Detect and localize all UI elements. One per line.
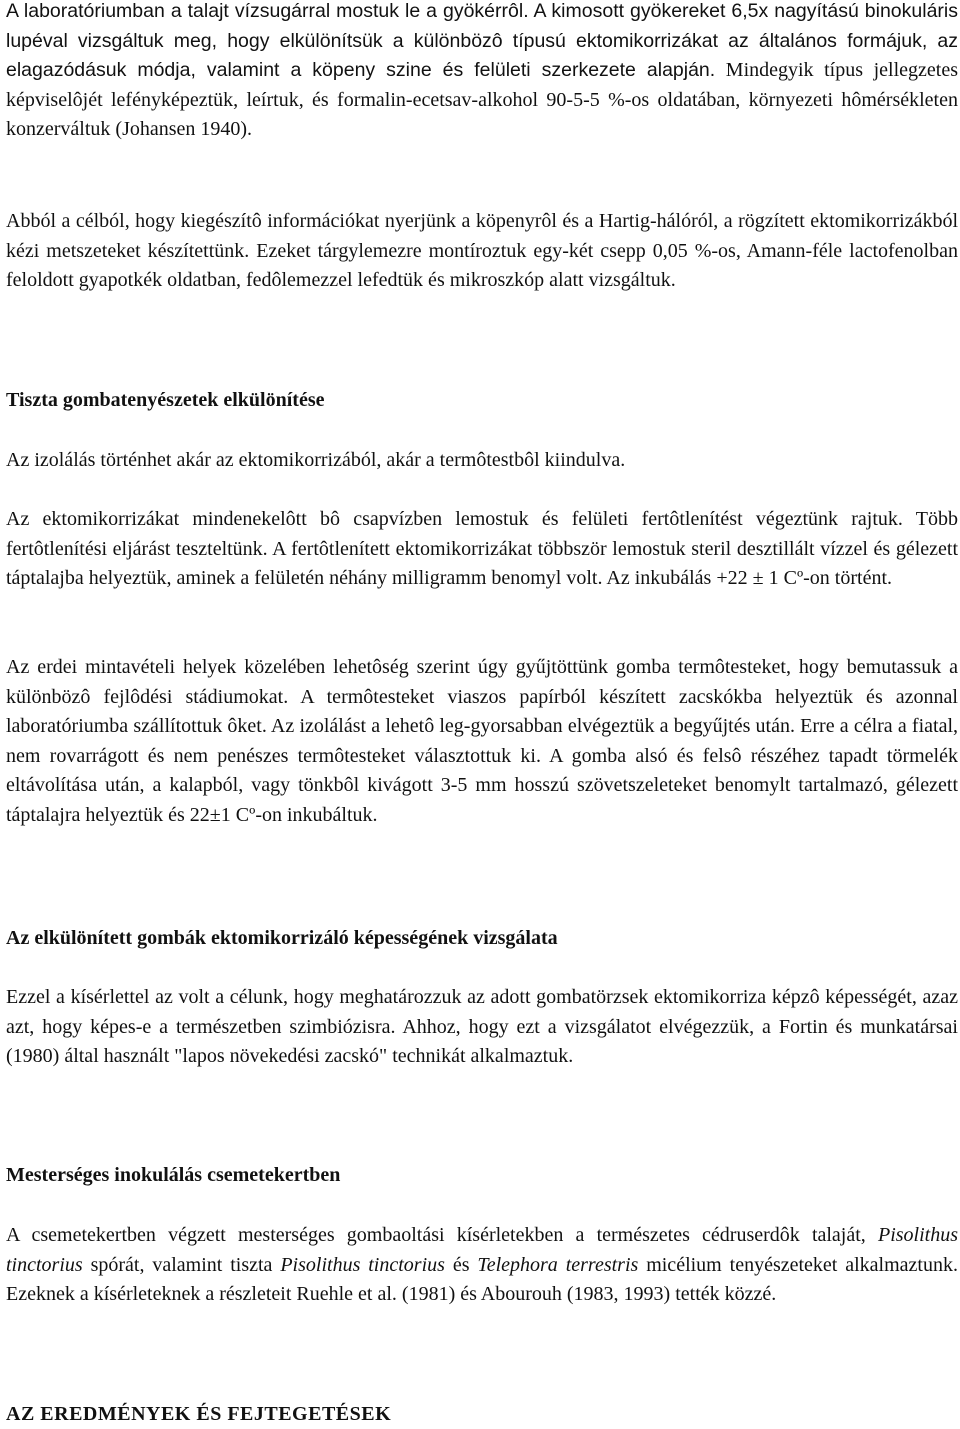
species-telephora: Telephora terrestris <box>477 1253 639 1276</box>
paragraph-methods-washing <box>6 0 958 145</box>
heading-results: AZ EREDMÉNYEK ÉS FEJTEGETÉSEK <box>6 1403 392 1425</box>
paragraph-isolation-intro: Az izolálás történhet akár az ektomikorrizából, akár a termôtestbôl kiindulva. <box>6 449 626 471</box>
paragraph-methods-washing-sans: A laboratóriumban a talajt vízsugárral mostuk le a gyökérrôl. A kimosott gyökereket 6,5x nagyítású binokuláris lupéval vizsgáltuk meg, hogy elkülönítsük a különbözô típusú ektomikorrizákat az általános formájuk, az elagazódásuk módja, valamint a köpeny szine és felületi szerkezete alapján. <box>6 0 958 81</box>
heading-isolation: Tiszta gombatenyészetek elkülönítése <box>6 389 325 411</box>
inoculation-text-4: micélium tenyészeteket alkalmaztunk. Ezeknek a kísérleteknek a részleteit Ruehle et al. (1981) és Abourouh (1983, 1993) tették közzé. <box>6 1253 958 1305</box>
paragraph-disinfection: Az ektomikorrizákat mindenekelôtt bô csapvízben lemostuk és felületi fertôtlenítést végeztünk rajtuk. Több fertôtlenítési eljárást teszteltünk. A fertôtlenített ektomikorrizákat többször lemostuk steril desztillált vízzel és gélezett táptalajba helyeztük, aminek a felületén néhány milligramm benomyl volt. Az inkubálás +22 ± 1 Cº-on történt. <box>6 508 958 589</box>
paragraph-inoculation <box>6 1221 958 1310</box>
paragraph-sections: Abból a célból, hogy kiegészítô információkat nyerjünk a köpenyrôl és a Hartig-hálóról, a rögzített ektomikorrizákból kézi metszeteket készítettünk. Ezeket tárgylemezre montíroztuk egy-két csepp 0,05 %-os, Amann-féle lactofenolban feloldott gyapotkék oldatban, fedôlemezzel lefedtük és mikroszkóp alatt vizsgáltuk. <box>6 210 958 291</box>
species-pisolithus-1: Pisolithus tinctorius <box>6 1224 958 1276</box>
paragraph-methods-washing-serif: Mindegyik típus jellegzetes képviselôjét lefényképeztük, leírtuk, és formalin-ecetsav-alkohol 90-5-5 %-os oldatában, környezeti hômérsékleten konzerváltuk (Johansen 1940). <box>6 59 958 140</box>
heading-capacity: Az elkülönített gombák ektomikorrizáló képességének vizsgálata <box>6 927 558 949</box>
heading-inoculation: Mesterséges inokulálás csemetekertben <box>6 1164 341 1186</box>
inoculation-text-2: spórát, valamint tiszta <box>82 1253 281 1276</box>
species-pisolithus-2: Pisolithus tinctorius <box>280 1253 445 1276</box>
inoculation-text-3: és <box>444 1253 478 1276</box>
paragraph-fruiting-bodies: Az erdei mintavételi helyek közelében lehetôség szerint úgy gyűjtöttünk gomba termôtesteket, hogy bemutassuk a különbözô fejlôdési stádiumokat. A termôtesteket viaszos papírból készített zacskókba helyeztük és azonnal laboratóriumba szállítottuk ôket. Az izolálást a lehetô leg-gyorsabban elvégeztük a begyűjtés után. Erre a célra a fiatal, nem rovarrágott és nem penészes termôtesteket választottuk ki. A gomba alsó és felsô részéhez tapadt törmelék eltávolítása után, a kalapból, vagy tönkbôl kivágott 3-5 mm hosszú szövetszeleteket benomylt tartalmazó, gélezett táptalajra helyeztük és 22±1 Cº-on inkubáltuk. <box>6 656 958 826</box>
paragraph-capacity: Ezzel a kísérlettel az volt a célunk, hogy meghatározzuk az adott gombatörzsek ektomikorriza képzô képességét, azaz azt, hogy képes-e a természetben szimbiózisra. Ahhoz, hogy ezt a vizsgálatot elvégezzük, a Fortin és munkatársai (1980) által használt "lapos növekedési zacskó" technikát alkalmaztuk. <box>6 986 958 1067</box>
inoculation-text-1: A csemetekertben végzett mesterséges gombaoltási kísérletekben a természetes cédruserdôk talaját, <box>6 1224 878 1246</box>
